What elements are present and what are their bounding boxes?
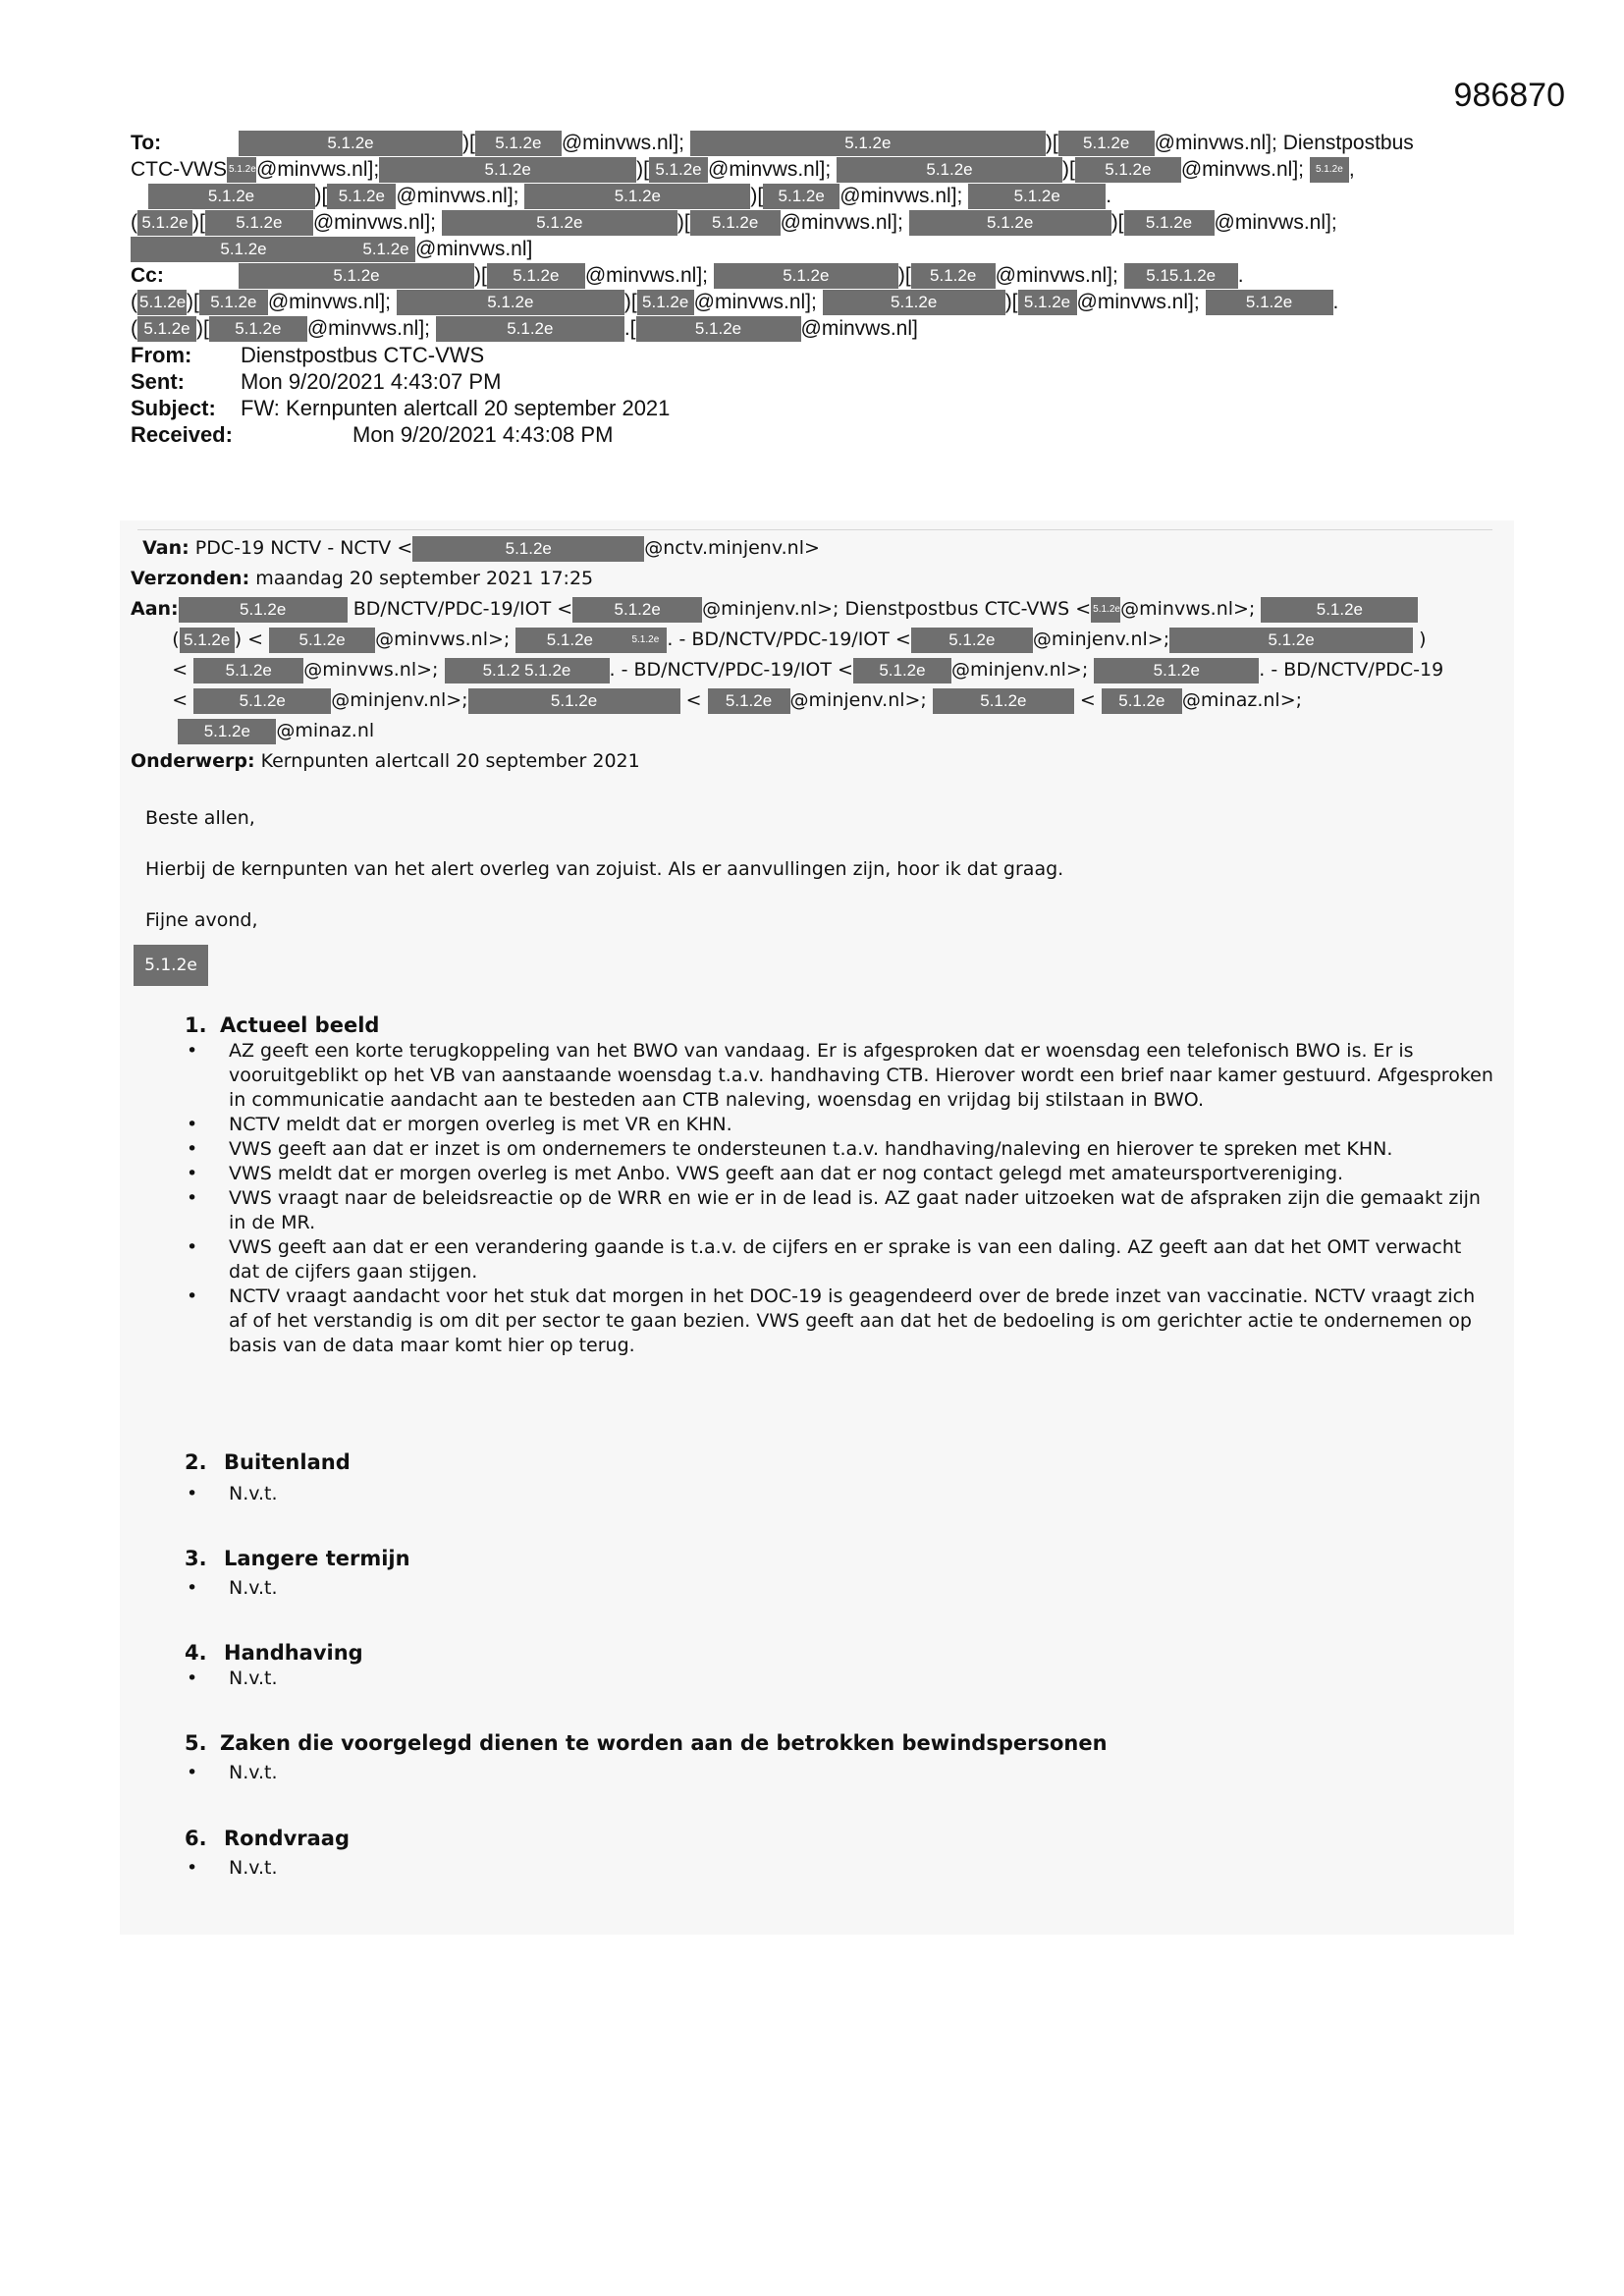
to-line-3: 5.1.2e )[ 5.1.2e @minvws.nl]; 5.1.2e )[ 5.1.2e @minvws.nl]; 5.1.2e . <box>131 183 1505 209</box>
redaction: 5.1.2e <box>356 237 415 262</box>
closing: Fijne avond, <box>145 909 258 931</box>
redaction: 5.15.1.2e <box>1124 263 1238 289</box>
section-heading <box>185 1545 1495 1572</box>
aan-line-3: < 5.1.2e @minvws.nl>; 5.1.2 5.1.2e . - BD/NCTV/PDC-19/IOT < 5.1.2e @minjenv.nl>; 5.1.2e . - BD/NCTV/PDC-19 <box>131 655 1505 685</box>
redaction: 5.1.2e <box>239 131 462 156</box>
received-row <box>131 421 670 448</box>
to-label: To: <box>131 132 162 154</box>
redaction: 5.1.2e <box>909 210 1111 236</box>
bd-iot-text: BD/NCTV/PDC-19/IOT < <box>352 598 573 620</box>
redaction: 5.1.2e <box>487 263 585 289</box>
email-domain: @minvws.nl]; <box>256 158 380 181</box>
redaction: 5.1.2e <box>205 210 313 236</box>
to-line-5 <box>131 236 1505 262</box>
intro-paragraph: Hierbij de kernpunten van het alert overleg van zojuist. Als er aanvullingen zijn, hoor ik dat graag. <box>145 858 1064 880</box>
redaction: 5.1.2e <box>180 628 235 653</box>
cc-line-1: Cc: 5.1.2e )[ 5.1.2e @minvws.nl]; 5.1.2e )[ 5.1.2e @minvws.nl]; 5.15.1.2e . <box>131 262 1505 289</box>
section-zaken <box>185 1729 1495 1785</box>
section-title: Handhaving <box>224 1641 363 1665</box>
email-domain: @minvws.nl]; <box>708 158 832 181</box>
redaction: 5.1.2e <box>468 688 680 714</box>
dienstpostbus-text: Dienstpostbus <box>1282 132 1414 154</box>
section-number: 4. <box>185 1641 207 1665</box>
verzonden-value: maandag 20 september 2021 17:25 <box>255 568 594 589</box>
bullet-list <box>185 1482 1495 1506</box>
section-heading <box>185 1729 1495 1757</box>
redaction: 5.1.2e <box>1169 628 1413 653</box>
list-item: • N.v.t. <box>185 1482 1495 1506</box>
aan-line-2: ( 5.1.2e ) < 5.1.2e @minvws.nl>; 5.1.2e 5.1.2e . - BD/NCTV/PDC-19/IOT < 5.1.2e @minjenv.nl>; 5.1.2e ) <box>131 625 1505 655</box>
email-domain: @minvws.nl]; <box>1180 158 1305 181</box>
email-domain: @minjenv.nl>; <box>331 689 468 711</box>
received-value: Mon 9/20/2021 4:43:08 PM <box>352 422 614 447</box>
redaction: 5.1.2e <box>397 290 624 315</box>
email-domain: @minjenv.nl>; <box>950 659 1089 681</box>
email-domain: @minvws.nl]; <box>312 211 436 234</box>
redaction: 5.1.2e <box>269 628 375 653</box>
email-domain: @minvws.nl]; <box>1076 291 1200 313</box>
section-number: 5. <box>185 1731 207 1755</box>
subject-label: Subject: <box>131 396 216 420</box>
bullet-list <box>185 1576 1495 1601</box>
email-domain: @minvws.nl>; <box>375 629 511 650</box>
aan-label: Aan: <box>131 598 179 620</box>
redaction: 5.1.2 5.1.2e <box>445 658 610 683</box>
redaction: 5.1.2e <box>636 316 801 342</box>
sent-row <box>131 368 670 395</box>
email-domain: @minaz.nl>; <box>1181 689 1303 711</box>
list-item: • VWS vraagt naar de beleidsreactie op de WRR en wie er in de lead is. AZ gaat nader uitzoeken wat de afspraken zijn die gemaakt zijn in de MR. <box>185 1186 1495 1235</box>
list-item: • VWS geeft aan dat er inzet is om ondernemers te ondersteunen t.a.v. handhaving/naleving en hierover te spreken met KHN. <box>185 1137 1495 1162</box>
section-number: 1. <box>185 1013 207 1037</box>
email-domain: @minvws.nl]; <box>584 264 708 287</box>
email-domain: @minvws.nl>; <box>303 659 439 681</box>
van-suffix: @nctv.minjenv.nl> <box>644 537 820 559</box>
redaction: 5.1.2e <box>239 263 474 289</box>
aan-line-1 <box>131 594 1505 625</box>
list-item: • N.v.t. <box>185 1761 1495 1785</box>
email-domain: @minvws.nl]; <box>1154 132 1277 154</box>
email-domain: @minvws.nl]; <box>839 185 963 207</box>
from-label: From: <box>131 343 192 367</box>
bullet-list <box>185 1667 1495 1691</box>
redaction: 5.1.2e <box>837 157 1062 183</box>
email-domain: @minjenv.nl>; <box>1032 629 1170 650</box>
bd-iot-text: . - BD/NCTV/PDC-19/IOT < <box>667 629 911 650</box>
bullet-list <box>185 1856 1495 1881</box>
sent-label: Sent: <box>131 369 185 394</box>
section-heading <box>185 1825 1495 1852</box>
email-domain: @minvws.nl]; <box>1214 211 1337 234</box>
from-row <box>131 342 670 368</box>
redaction: 5.1.2e <box>178 719 276 744</box>
section-number: 6. <box>185 1827 207 1850</box>
section-heading <box>185 1449 1495 1476</box>
separator-line <box>137 529 1492 530</box>
to-line-2: CTC-VWS 5.1.2e@minvws.nl]; 5.1.2e )[ 5.1.2e @minvws.nl]; 5.1.2e )[ 5.1.2e @minvws.nl]; 5.1.2e , <box>131 156 1505 183</box>
section-title: Zaken die voorgelegd dienen te worden aan de betrokken bewindspersonen <box>220 1731 1108 1755</box>
redaction: 5.1.2e <box>148 184 315 209</box>
section-title: Actueel beeld <box>220 1013 380 1037</box>
message-body <box>145 805 1500 986</box>
redaction: 5.1.2e <box>1310 157 1349 183</box>
aan-line-4: < 5.1.2e @minjenv.nl>; 5.1.2e < 5.1.2e @minjenv.nl>; 5.1.2e < 5.1.2e @minaz.nl>; <box>131 685 1505 716</box>
section-title: Rondvraag <box>224 1827 350 1850</box>
onderwerp-line <box>131 746 1505 777</box>
redaction: 5.1.2e <box>179 597 348 623</box>
email-domain: @minvws.nl>; <box>1120 598 1256 620</box>
redaction: 5.1.2e <box>209 316 307 342</box>
email-domain: @minvws.nl]; <box>995 264 1118 287</box>
van-line <box>131 533 1505 564</box>
redaction: 5.1.2e <box>1102 688 1182 714</box>
onderwerp-label: Onderwerp: <box>131 750 255 772</box>
list-item: • VWS meldt dat er morgen overleg is met Anbo. VWS geeft aan dat er nog contact gelegd met amateursportvereniging. <box>185 1162 1495 1186</box>
bd-pdc-text: . - BD/NCTV/PDC-19 <box>1259 659 1444 681</box>
redaction: 5.1.2e <box>379 157 636 183</box>
document-id: 986870 <box>1453 77 1565 114</box>
section-rondvraag <box>185 1825 1495 1881</box>
email-domain: @minvws.nl] <box>415 238 533 260</box>
redaction: 5.1.2e <box>968 184 1106 209</box>
redaction: 5.1.2e <box>572 597 702 623</box>
redaction: 5.1.2e <box>690 131 1046 156</box>
redaction: 5.1.2e <box>524 184 750 209</box>
redaction: 5.1.2e <box>442 210 677 236</box>
redaction: 5.1.2e <box>911 263 996 289</box>
ctc-vws-text: CTC-VWS <box>131 158 227 181</box>
email-domain: @minvws.nl] <box>800 317 918 340</box>
cc-label: Cc: <box>131 264 164 287</box>
email-domain: @minvws.nl]; <box>396 185 519 207</box>
aan-line-5 <box>131 716 1505 746</box>
forwarded-header <box>131 533 1505 777</box>
section-title: Buitenland <box>224 1450 351 1474</box>
list-item: • AZ geeft een korte terugkoppeling van het BWO van vandaag. Er is afgesproken dat er woensdag een telefonisch BWO is. Er is vooruitgeblikt op het VB van aanstaande woensdag t.a.v. handhaving CTB. Hierover wordt een brief naar kamer gestuurd. Afgesproken in communicatie aandacht aan te besteden aan CTB naleving, woensdag en vrijdag bij stilstaan in BWO. <box>185 1039 1495 1113</box>
redaction: 5.1.2e <box>515 628 623 653</box>
section-actueel-beeld <box>185 1011 1495 1358</box>
section-heading <box>185 1011 1495 1039</box>
email-domain: @minvws.nl]; <box>693 291 817 313</box>
section-number: 2. <box>185 1450 207 1474</box>
minjenv-dienst-text: @minjenv.nl>; Dienstpostbus CTC-VWS < <box>702 598 1092 620</box>
redaction: 5.1.2e <box>1058 131 1155 156</box>
redaction: 5.1.2e <box>1018 290 1077 315</box>
greeting: Beste allen, <box>145 807 255 829</box>
cc-line-2: ( 5.1.2e)[ 5.1.2e @minvws.nl]; 5.1.2e )[ 5.1.2e @minvws.nl]; 5.1.2e )[ 5.1.2e @minvws.nl]; 5.1.2e . <box>131 289 1505 315</box>
email-meta <box>131 342 670 448</box>
to-line-4: ( 5.1.2e )[ 5.1.2e @minvws.nl]; 5.1.2e )[ 5.1.2e @minvws.nl]; 5.1.2e )[ 5.1.2e @minvws.nl]; <box>131 209 1505 236</box>
redaction: 5.1.2e <box>137 316 196 342</box>
van-label: Van: <box>142 537 189 559</box>
redaction: 5.1.2e <box>853 658 951 683</box>
redaction: 5.1.2e <box>823 290 1005 315</box>
list-item: • NCTV meldt dat er morgen overleg is met VR en KHN. <box>185 1113 1495 1137</box>
redaction: 5.1.2e <box>1094 658 1259 683</box>
verzonden-label: Verzonden: <box>131 568 250 589</box>
cc-line-3: ( 5.1.2e )[ 5.1.2e @minvws.nl]; 5.1.2e .[ 5.1.2e @minvws.nl] <box>131 315 1505 342</box>
to-line-1: To: 5.1.2e )[ 5.1.2e @minvws.nl]; 5.1.2e )[ 5.1.2e @minvws.nl]; Dienstpostbus <box>131 130 1505 156</box>
redaction: 5.1.2e <box>933 688 1074 714</box>
redaction: 5.1.2e <box>708 688 790 714</box>
redaction: 5.1.2e <box>227 157 256 183</box>
redaction: 5.1.2e <box>475 131 562 156</box>
redaction: 5.1.2e <box>131 237 356 262</box>
redaction: 5.1.2e <box>623 628 667 653</box>
section-heading <box>185 1639 1495 1667</box>
redaction: 5.1.2e <box>436 316 624 342</box>
email-domain: @minvws.nl]; <box>306 317 430 340</box>
bullet-list <box>185 1761 1495 1785</box>
section-langere-termijn <box>185 1545 1495 1601</box>
section-title: Langere termijn <box>224 1547 410 1570</box>
list-item: • NCTV vraagt aandacht voor het stuk dat morgen in het DOC-19 is geagendeerd over de brede inzet van vaccinatie. NCTV vraagt zich af of het verstandig is om dit per sector te gaan bezien. VWS geeft aan dat het de bedoeling is om gerichter actie te ondernemen op basis van de data maar komt hier op terug. <box>185 1285 1495 1358</box>
verzonden-line <box>131 564 1505 594</box>
van-prefix: PDC-19 NCTV - NCTV < <box>194 537 413 559</box>
subject-row <box>131 395 670 421</box>
redaction: 5.1.2e <box>1124 210 1215 236</box>
section-number: 3. <box>185 1547 207 1570</box>
list-item: • N.v.t. <box>185 1667 1495 1691</box>
subject-value: FW: Kernpunten alertcall 20 september 2021 <box>241 396 671 420</box>
sent-value: Mon 9/20/2021 4:43:07 PM <box>241 369 502 394</box>
redaction: 5.1.2e <box>1206 290 1333 315</box>
section-buitenland <box>185 1449 1495 1506</box>
redaction: 5.1.2e <box>412 536 644 562</box>
signature-redaction: 5.1.2e <box>134 945 208 986</box>
bd-iot-text: . - BD/NCTV/PDC-19/IOT < <box>609 659 853 681</box>
redaction: 5.1.2e <box>1091 597 1120 623</box>
redaction: 5.1.2e <box>193 658 303 683</box>
email-domain: @minvws.nl]; <box>780 211 903 234</box>
redaction: 5.1.2e <box>637 290 694 315</box>
list-item: • N.v.t. <box>185 1576 1495 1601</box>
email-domain: @minvws.nl]; <box>561 132 684 154</box>
redaction: 5.1.2e <box>137 210 192 236</box>
redaction: 5.1.2e <box>1261 597 1418 623</box>
recipients-header <box>131 130 1505 342</box>
redaction: 5.1.2e <box>911 628 1033 653</box>
from-value: Dienstpostbus CTC-VWS <box>241 343 485 367</box>
redaction: 5.1.2e <box>199 290 268 315</box>
redaction: 5.1.2e <box>137 290 187 315</box>
received-label: Received: <box>131 422 233 447</box>
bullet-list <box>185 1039 1495 1358</box>
redaction: 5.1.2e <box>1075 157 1181 183</box>
email-domain: @minjenv.nl>; <box>789 689 927 711</box>
redaction: 5.1.2e <box>649 157 708 183</box>
list-item: • N.v.t. <box>185 1856 1495 1881</box>
list-item: • VWS geeft aan dat er een verandering gaande is t.a.v. de cijfers en er sprake is van een daling. AZ geeft aan dat het OMT verwacht dat de cijfers gaan stijgen. <box>185 1235 1495 1285</box>
email-domain: @minvws.nl]; <box>267 291 391 313</box>
redaction: 5.1.2e <box>763 184 839 209</box>
redaction: 5.1.2e <box>193 688 331 714</box>
email-domain: @minaz.nl <box>276 720 375 741</box>
onderwerp-value: Kernpunten alertcall 20 september 2021 <box>260 750 640 772</box>
redaction: 5.1.2e <box>327 184 396 209</box>
section-handhaving <box>185 1639 1495 1691</box>
redaction: 5.1.2e <box>714 263 898 289</box>
redaction: 5.1.2e <box>690 210 781 236</box>
